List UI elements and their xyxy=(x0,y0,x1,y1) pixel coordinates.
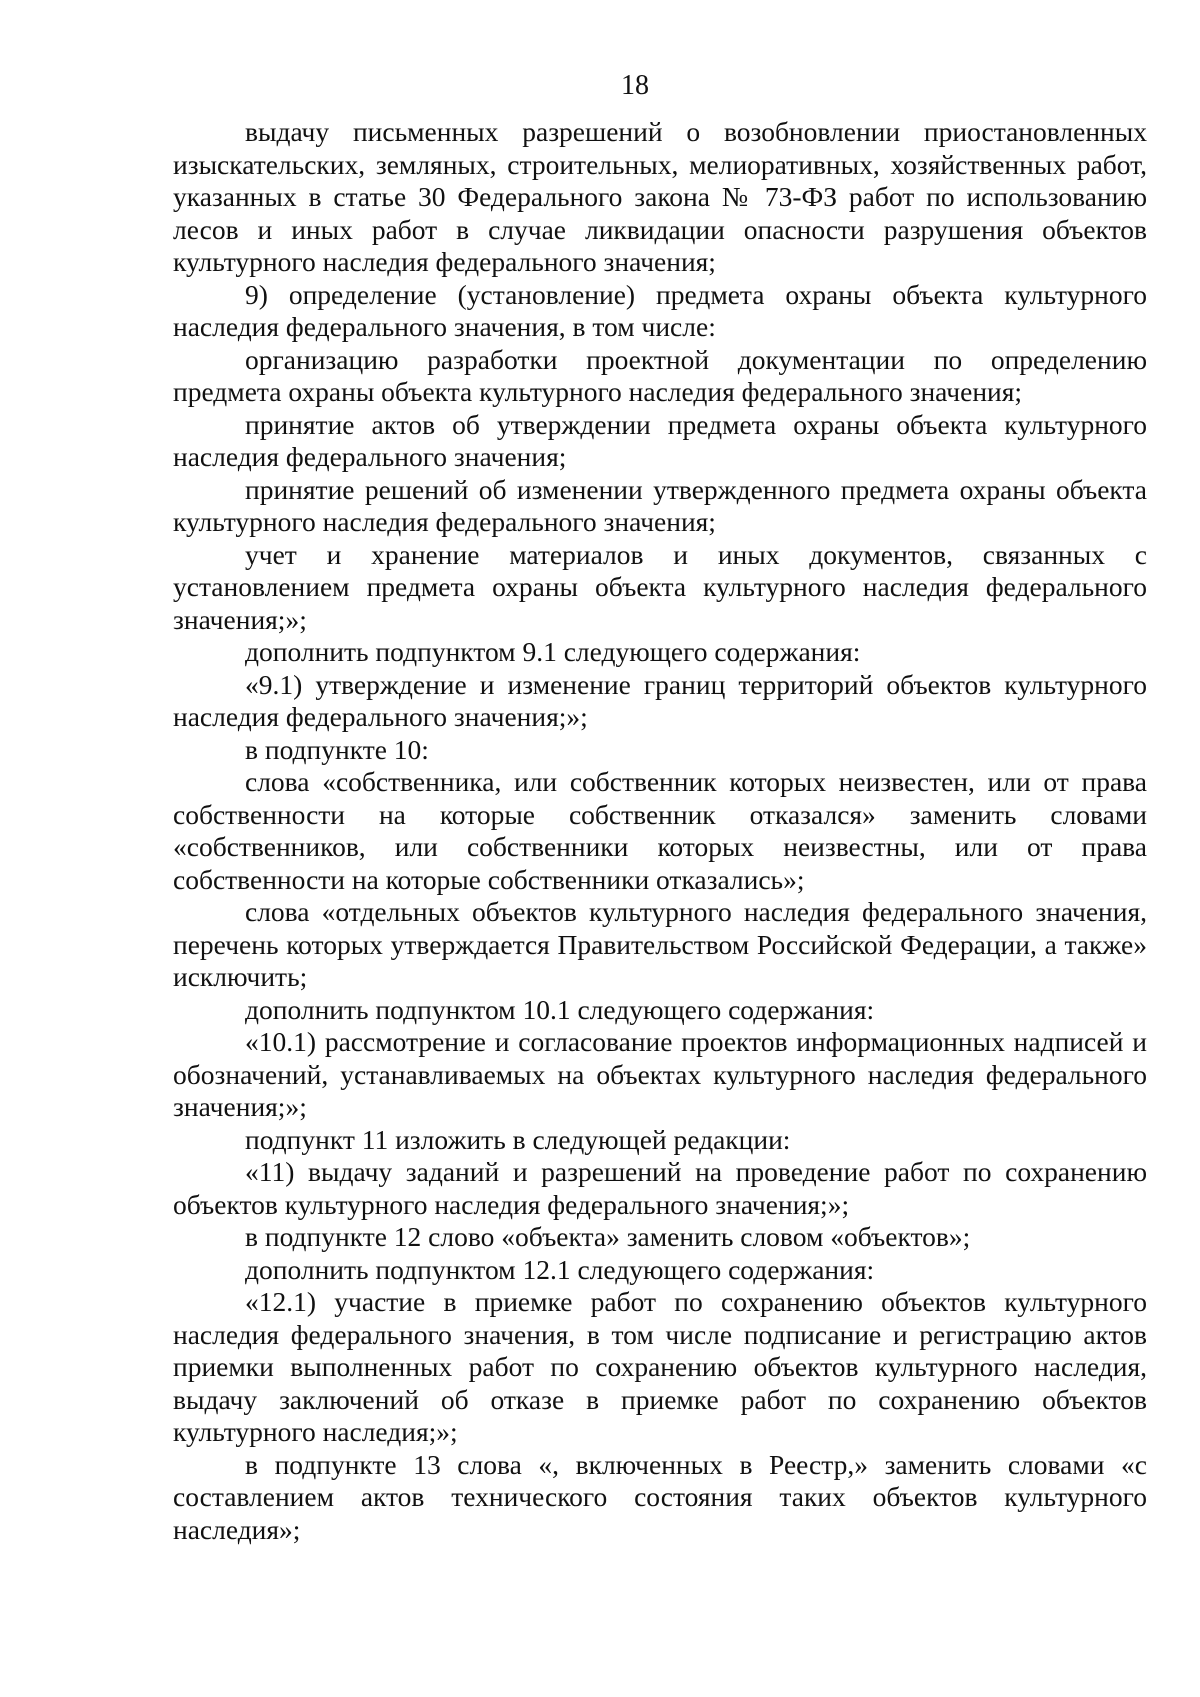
paragraph: в подпункте 12 слово «объекта» заменить словом «объектов»; xyxy=(245,1221,971,1252)
paragraph: принятие решений об изменении утвержденного предмета охраны объекта культурного наследия федерального значения; xyxy=(173,473,1147,537)
paragraph: дополнить подпунктом 12.1 следующего содержания: xyxy=(245,1253,875,1285)
paragraph: дополнить подпунктом 10.1 следующего содержания: xyxy=(245,993,875,1025)
paragraph: «10.1) рассмотрение и согласование проектов информационных надписей и обозначений, устанавливаемых на объектах культурного наследия федерального значения;»; xyxy=(173,1026,1147,1122)
paragraph: дополнить подпунктом 9.1 следующего содержания: xyxy=(245,636,861,667)
paragraph: учет и хранение материалов и иных документов, связанных с установлением предмета охраны объекта культурного наследия федерального значения;»; xyxy=(173,538,1147,635)
paragraph: организацию разработки проектной документации по определению предмета охраны объекта культурного наследия федерального значения; xyxy=(173,343,1147,407)
page-number: 18 xyxy=(621,70,649,101)
paragraph: выдачу письменных разрешений о возобновлении приостановленных изыскательских, земляных, строительных, мелиоративных, хозяйственных работ, указанных в статье 30 Федерального закона № 73-ФЗ работ по использованию лесов и иных работ в случае ликвидации опасности разрушения объектов культурного наследия федерального значения; xyxy=(173,116,1147,277)
paragraph: «11) выдачу заданий и разрешений на проведение работ по сохранению объектов культурного наследия федерального значения;»; xyxy=(173,1156,1147,1220)
document-body xyxy=(173,116,1147,1546)
paragraph: «9.1) утверждение и изменение границ территорий объектов культурного наследия федерального значения;»; xyxy=(173,668,1147,732)
paragraph: 9) определение (установление) предмета охраны объекта культурного наследия федерального значения, в том числе: xyxy=(173,278,1147,342)
paragraph: в подпункте 13 слова «, включенных в Реестр,» заменить словами «с составлением актов технического состояния таких объектов культурного наследия»; xyxy=(173,1448,1147,1545)
paragraph: «12.1) участие в приемке работ по сохранению объектов культурного наследия федерального значения, в том числе подписание и регистрацию актов приемки выполненных работ по сохранению объектов культурного наследия, выдачу заключений об отказе в приемке работ по сохранению объектов культурного наследия;»; xyxy=(173,1286,1147,1447)
paragraph: слова «отдельных объектов культурного наследия федерального значения, перечень которых утверждается Правительством Российской Федерации, а также» исключить; xyxy=(173,896,1147,992)
paragraph: слова «собственника, или собственник которых неизвестен, или от права собственности на которые собственник отказался» заменить словами «собственников, или собственники которых неизвестны, или от права собственности на которые собственники отказались»; xyxy=(173,766,1147,895)
paragraph: принятие актов об утверждении предмета охраны объекта культурного наследия федерального значения; xyxy=(173,408,1147,472)
paragraph: подпункт 11 изложить в следующей редакции: xyxy=(245,1123,791,1155)
paragraph: в подпункте 10: xyxy=(245,733,429,765)
